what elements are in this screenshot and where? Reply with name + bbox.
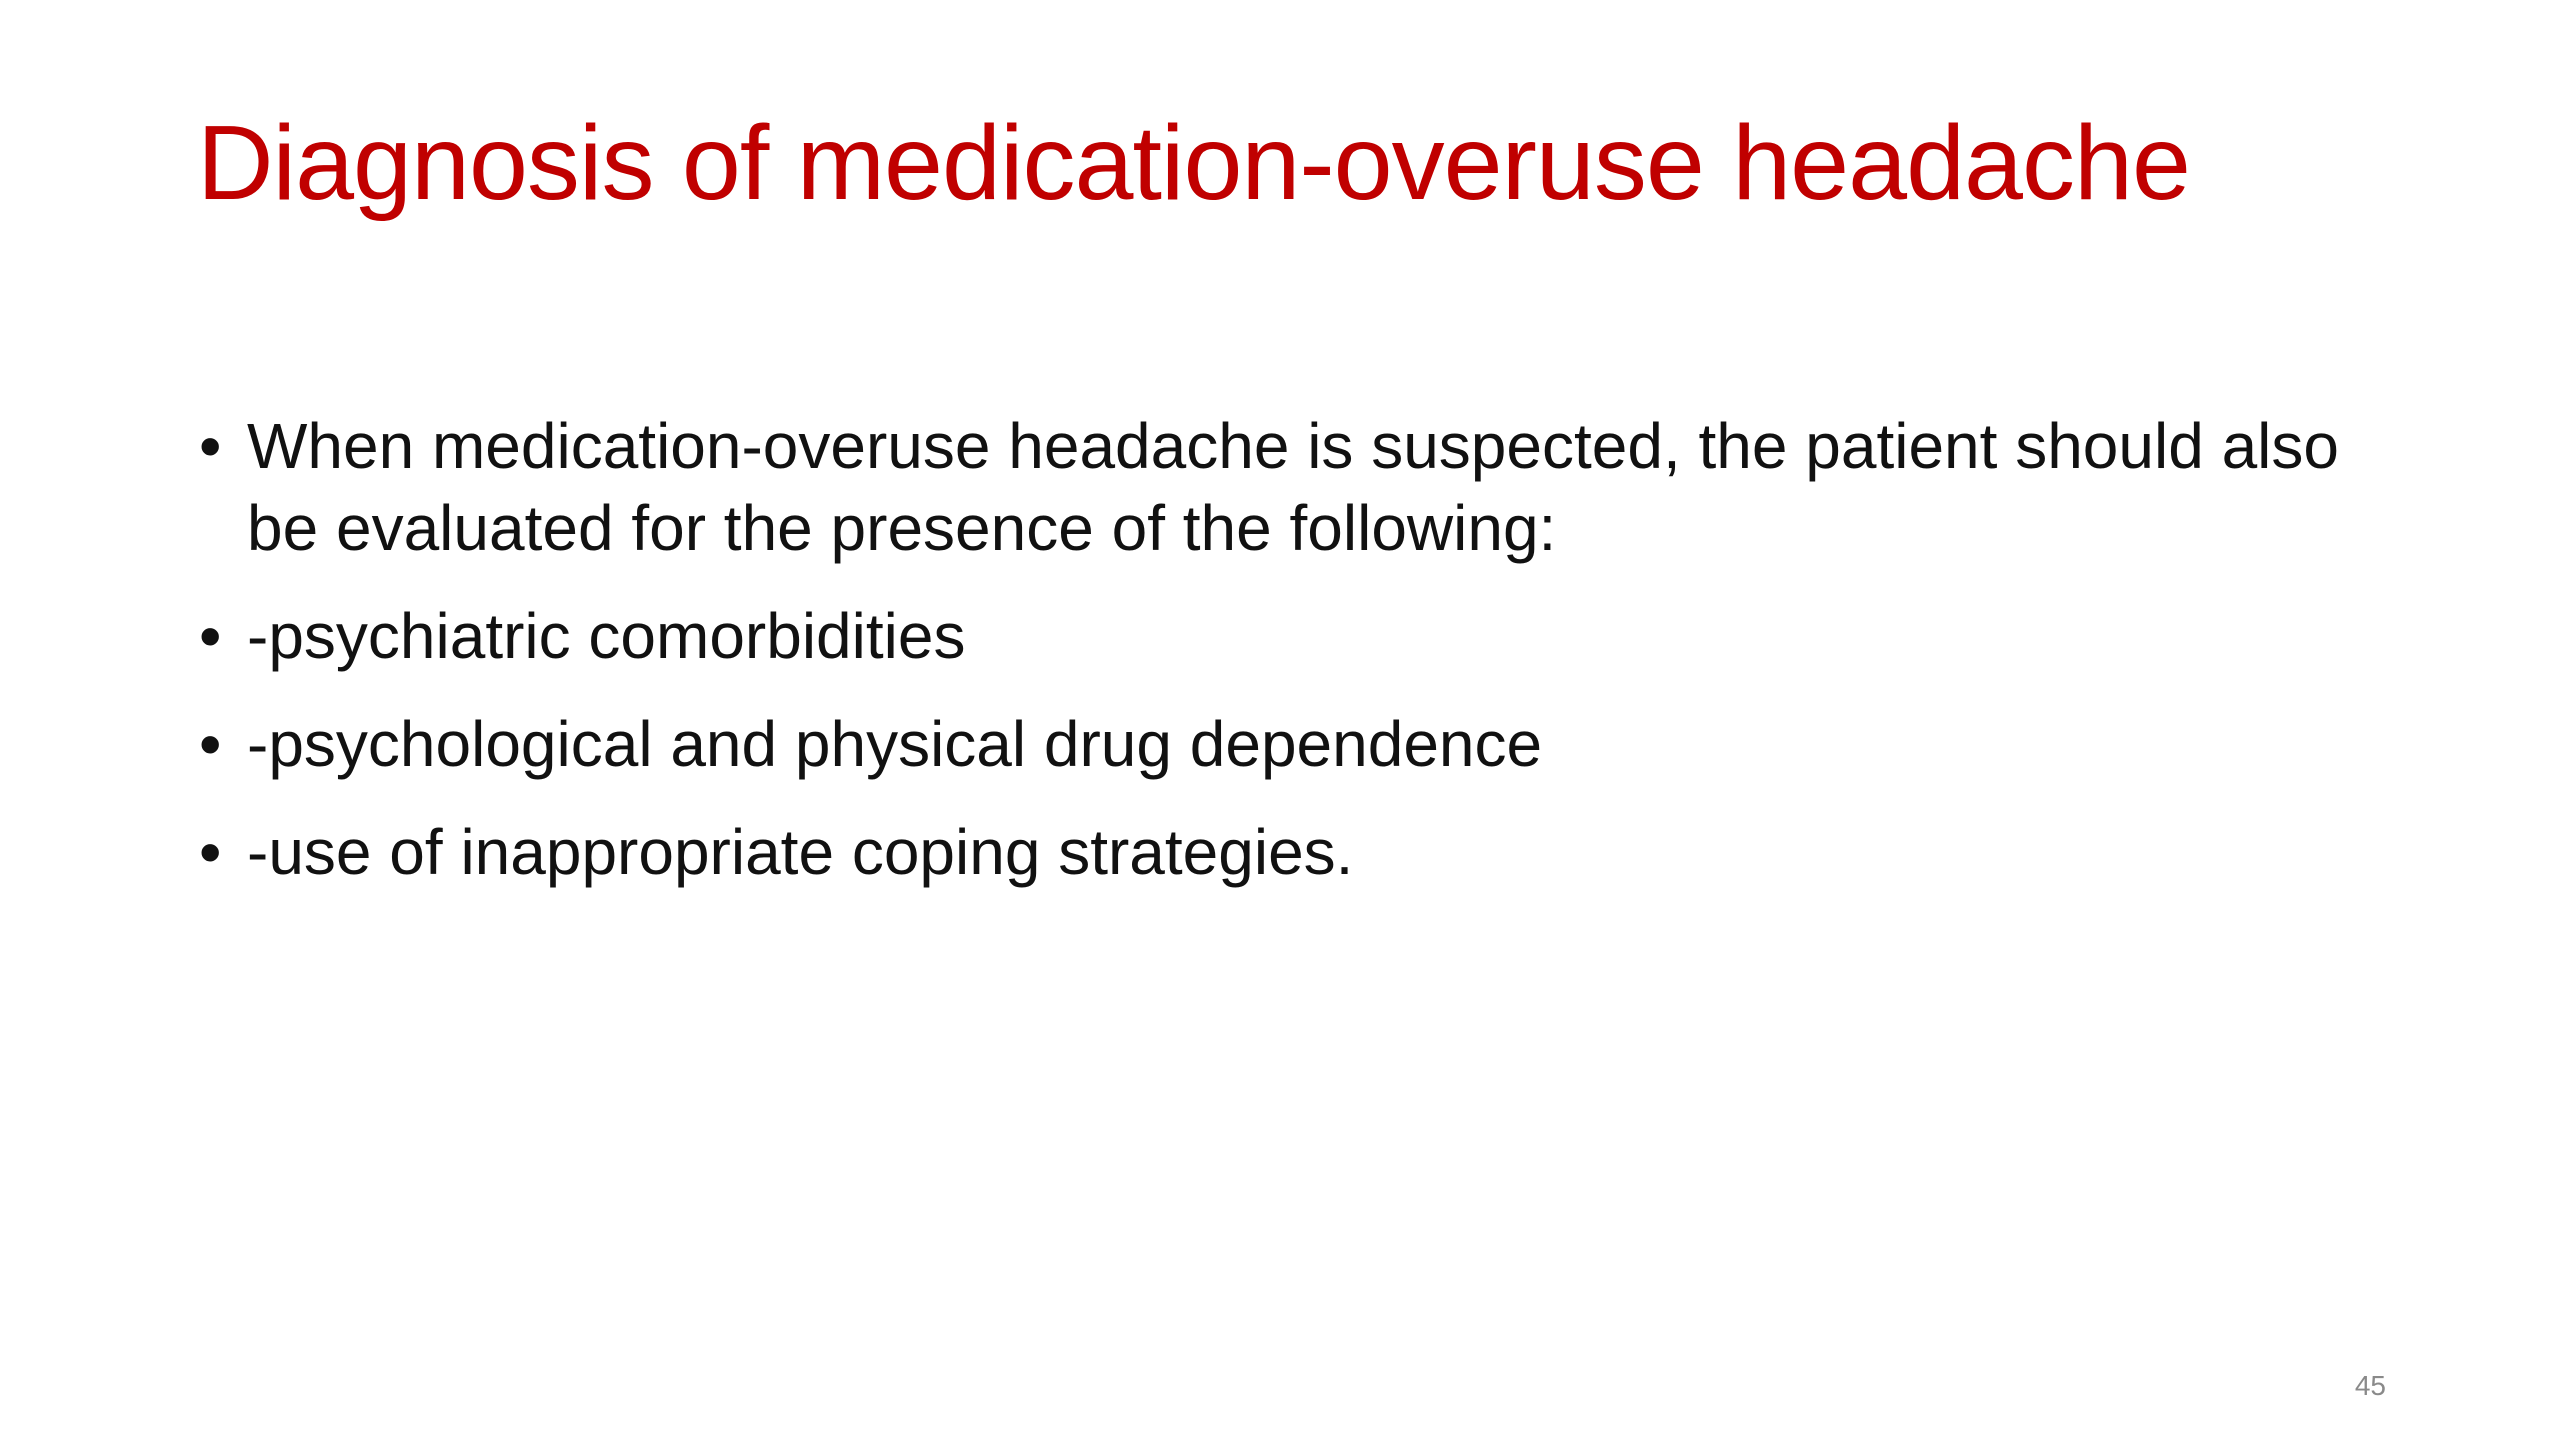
bullet-list [197,405,2397,919]
bullet-text: -psychological and physical drug dependence [247,708,1543,780]
bullet-dot-icon: • [199,816,222,888]
bullet-dot-icon: • [199,410,222,482]
bullet-item [197,703,2397,785]
bullet-item [197,405,2397,569]
bullet-text: -use of inappropriate coping strategies. [247,816,1354,888]
bullet-dot-icon: • [199,600,222,672]
bullet-text: -psychiatric comorbidities [247,600,966,672]
bullet-text: When medication-overuse headache is suspected, the patient should also be evaluated for the presence of the following: [247,410,2339,564]
bullet-item [197,595,2397,677]
bullet-item [197,811,2397,893]
slide-title: Diagnosis of medication-overuse headache [197,104,2190,222]
bullet-dot-icon: • [199,708,222,780]
page-number: 45 [2354,1370,2386,1401]
